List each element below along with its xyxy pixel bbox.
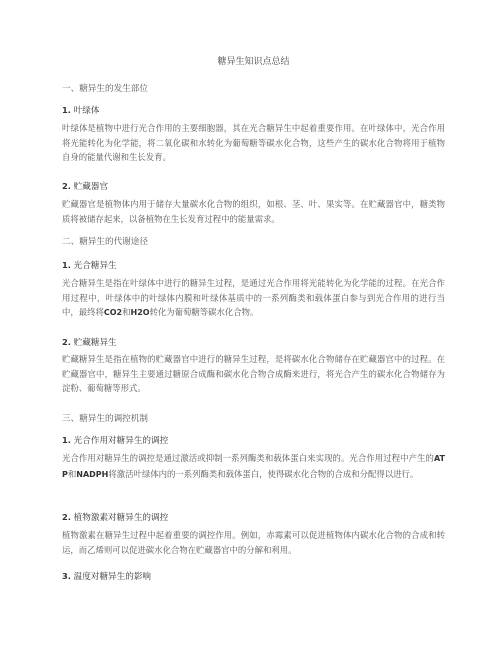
section-heading: 一、糖异生的发生部位 bbox=[62, 84, 148, 94]
subsection-number: 2. bbox=[62, 181, 71, 191]
text-run: 光合糖异生是指在叶绿体中进行的糖异生过程，是通过光合作用将光能转化为化学能的过程。在光合作用过程中，叶绿体中的叶绿体内膜和叶绿体基质中的一系列酶类和载体蛋白参与到光合作用的进行当中，最终将 bbox=[62, 278, 445, 318]
text-run: 转化为葡萄糖等碳水化合物。 bbox=[149, 307, 259, 318]
text-run: 和 bbox=[122, 307, 131, 318]
subsection-heading bbox=[62, 180, 445, 193]
text-run: 将激活叶绿体内的一系列酶类和载体蛋白，使得碳水化合物的合成和分配得以进行。 bbox=[108, 468, 419, 479]
subsection-heading bbox=[62, 570, 445, 583]
paragraph: 植物激素在糖异生过程中起着重要的调控作用。例如，赤霉素可以促进植物体内碳水化合物的合成和转运，而乙烯则可以促进碳水化合物在贮藏器官中的分解和利用。 bbox=[62, 530, 445, 555]
formula-co2: CO2 bbox=[103, 308, 123, 318]
subsection-number: 1. bbox=[62, 105, 71, 115]
subsection-title: 光合糖异生 bbox=[73, 261, 117, 271]
subsection-heading bbox=[62, 259, 445, 272]
paragraph: 贮藏器官是植物体内用于储存大量碳水化合物的组织，如根、茎、叶、果实等。在贮藏器官中，糖类物质将被储存起来，以备植物在生长发育过程中的能量需求。 bbox=[62, 199, 445, 224]
paragraph: 叶绿体是植物中进行光合作用的主要细胞器，其在光合糖异生中起着重要作用。在叶绿体中，光合作用将光能转化为化学能，将二氧化碳和水转化为葡萄糖等碳水化合物，这些产生的碳水化合物将用于植物自身的能量代谢和生长发育。 bbox=[62, 123, 445, 163]
subsection-number: 2. bbox=[62, 512, 71, 522]
section-heading: 三、糖异生的调控机制 bbox=[62, 414, 148, 424]
subsection-title: 贮藏器官 bbox=[73, 182, 109, 192]
text-run: 光合作用对糖异生的调控是通过激活或抑制一系列酶类和载体蛋白来实现的。光合作用过程中产生的 bbox=[62, 453, 434, 463]
subsection-title: 叶绿体 bbox=[73, 106, 100, 116]
subsection-number: 3. bbox=[62, 571, 71, 581]
term-nadph: NADPH bbox=[76, 469, 109, 479]
paragraph: 贮藏糖异生是指在植物的贮藏器官中进行的糖异生过程，是将碳水化合物储存在贮藏器官中的过程。在贮藏器官中，糖异生主要通过糖原合成酶和碳水化合物合成酶来进行，将光合产生的碳水化合物储存为淀粉、葡萄糖等形式。 bbox=[62, 354, 445, 394]
section-heading: 二、糖异生的代谢途径 bbox=[62, 237, 148, 247]
paragraph bbox=[62, 451, 445, 482]
subsection-number: 2. bbox=[62, 337, 71, 347]
document-title: 糖异生知识点总结 bbox=[217, 57, 290, 67]
subsection-heading bbox=[62, 434, 445, 447]
formula-h2o: H2O bbox=[130, 308, 150, 318]
subsection-title: 温度对糖异生的影响 bbox=[73, 572, 152, 582]
subsection-number: 1. bbox=[62, 435, 71, 445]
term-atp: ATP bbox=[62, 454, 445, 479]
subsection-heading bbox=[62, 336, 445, 349]
subsection-heading bbox=[62, 511, 445, 524]
subsection-title: 光合作用对糖异生的调控 bbox=[73, 436, 169, 446]
subsection-number: 1. bbox=[62, 260, 71, 270]
subsection-heading bbox=[62, 104, 445, 117]
subsection-title: 植物激素对糖异生的调控 bbox=[73, 513, 169, 523]
paragraph bbox=[62, 276, 445, 321]
subsection-title: 贮藏糖异生 bbox=[73, 338, 117, 348]
text-run: 和 bbox=[67, 468, 77, 479]
